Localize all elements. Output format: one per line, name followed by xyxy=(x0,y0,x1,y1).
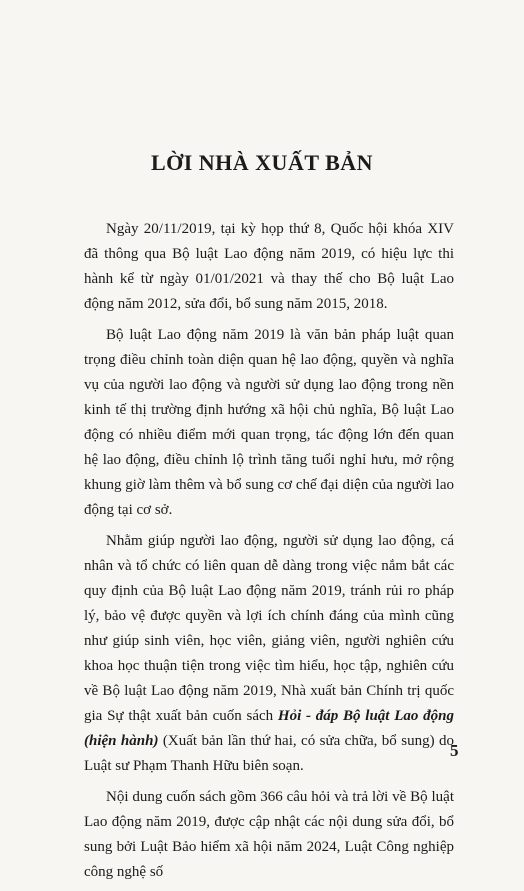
page-number: 5 xyxy=(450,741,459,760)
paragraph-3-text-b: (Xuất bản lần thứ hai, có sửa chữa, bổ sung) do Luật sư Phạm Thanh Hữu biên soạn. xyxy=(84,733,454,774)
paragraph-2: Bộ luật Lao động năm 2019 là văn bản pháp luật quan trọng điều chỉnh toàn diện quan hệ lao động, quyền và nghĩa vụ của người lao động và người sử dụng lao động trong nền kinh tế thị trường định hướng xã hội chủ nghĩa, Bộ luật Lao động có nhiều điểm mới quan trọng, tác động lớn đến quan hệ lao động, điều chỉnh lộ trình tăng tuổi nghỉ hưu, mở rộng khung giờ làm thêm và bổ sung cơ chế đại diện của người lao động tại cơ sở. xyxy=(84,327,454,518)
page-title: LỜI NHÀ XUẤT BẢN xyxy=(150,150,374,175)
paragraph-3 xyxy=(84,529,454,779)
body-text xyxy=(84,217,454,891)
book-title: Hỏi - đáp Bộ luật Lao động (hiện hành) xyxy=(84,708,454,749)
paragraph-3-text-a: Nhằm giúp người lao động, người sử dụng lao động, cá nhân và tổ chức có liên quan dễ dàng trong việc nắm bắt các quy định của Bộ luật Lao động năm 2019, tránh rủi ro pháp lý, bảo vệ được quyền và lợi ích chính đáng của mình cũng như giúp sinh viên, học viên, giảng viên, người nghiên cứu khoa học thuận tiện trong việc tìm hiểu, học tập, nghiên cứu về Bộ luật Lao động năm 2019, Nhà xuất bản Chính trị quốc gia Sự thật xuất bản cuốn sách xyxy=(84,533,454,724)
paragraph-4: Nội dung cuốn sách gồm 366 câu hỏi và trả lời về Bộ luật Lao động năm 2019, được cập nhật các nội dung sửa đổi, bổ sung bởi Luật Bảo hiểm xã hội năm 2024, Luật Công nghiệp công nghệ số xyxy=(84,789,454,880)
paragraph-1: Ngày 20/11/2019, tại kỳ họp thứ 8, Quốc hội khóa XIV đã thông qua Bộ luật Lao động năm 2019, có hiệu lực thi hành kể từ ngày 01/01/2021 và thay thế cho Bộ luật Lao động năm 2012, sửa đổi, bổ sung năm 2015, 2018. xyxy=(84,221,454,312)
